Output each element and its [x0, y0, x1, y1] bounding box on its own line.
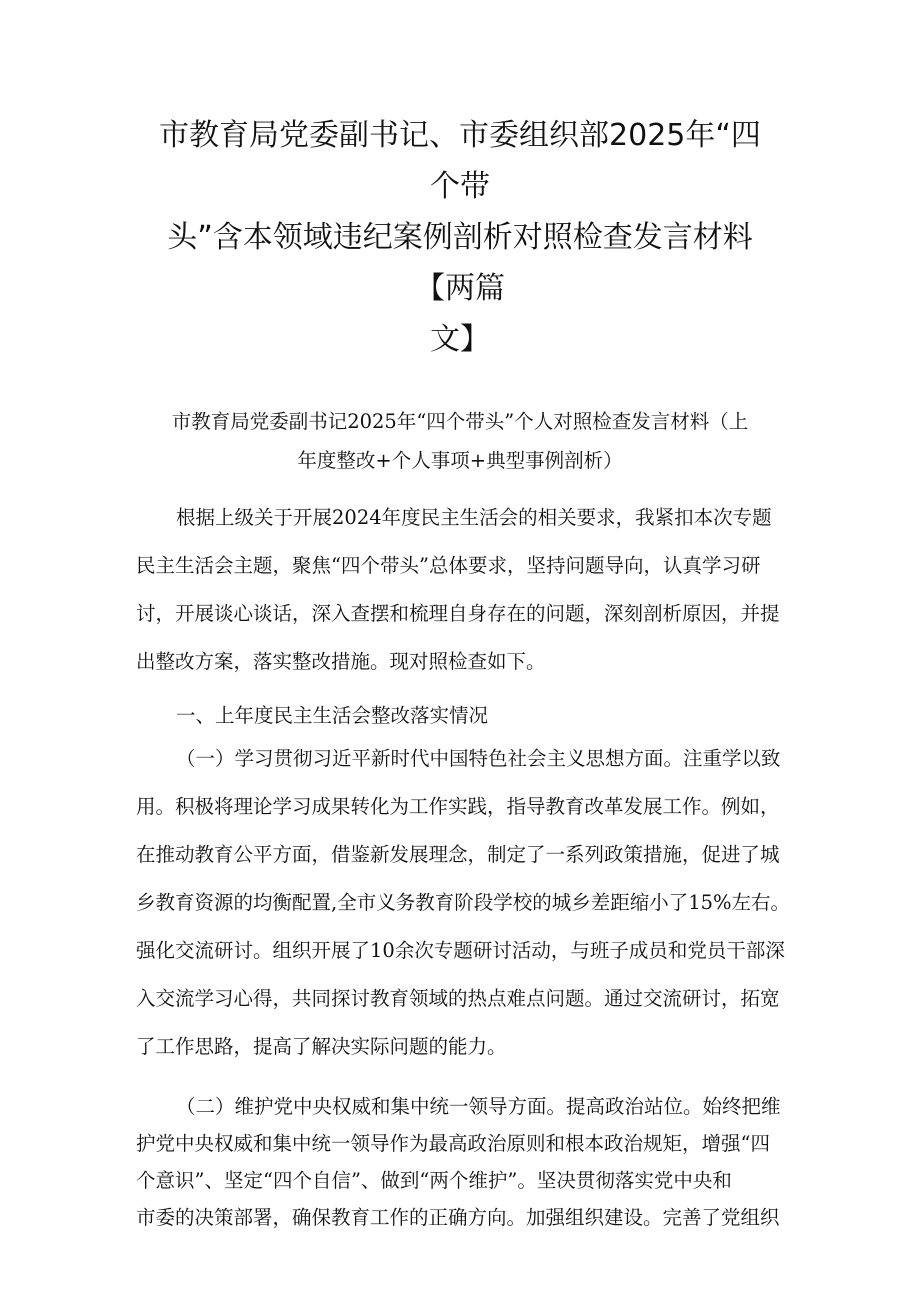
document-title-line: 文】 — [430, 322, 490, 357]
paragraph-line: 了工作思路，提高了解决实际问题的能力。 — [136, 1035, 507, 1058]
section-heading — [136, 692, 796, 740]
body-paragraph — [136, 1088, 796, 1236]
intro-paragraph — [136, 494, 796, 686]
paragraph-line: （二）维护党中央权威和集中统一领导方面。提高政治站位。始终把维 — [176, 1095, 781, 1118]
paragraph-line: 护党中央权威和集中统一领导作为最高政治原则和根本政治规矩，增强“四 — [136, 1132, 770, 1155]
paragraph-line: 市委的决策部署，确保教育工作的正确方向。加强组织建设。完善了党组织 — [136, 1206, 780, 1229]
paragraph-line: 个意识”、坚定“四个自信”、做到“两个维护”。坚决贯彻落实党中央和 — [136, 1169, 732, 1192]
section-subtitle — [140, 402, 780, 480]
body-paragraph — [136, 735, 796, 1071]
document-title — [150, 110, 770, 365]
paragraph-line: 出整改方案，落实整改措施。现对照检查如下。 — [136, 650, 546, 673]
paragraph-line: （一）学习贯彻习近平新时代中国特色社会主义思想方面。注重学以致 — [176, 747, 781, 770]
paragraph-line: 根据上级关于开展2024年度民主生活会的相关要求，我紧扣本次专题 — [176, 506, 772, 529]
subtitle-line: 市教育局党委副书记2025年“四个带头”个人对照检查发言材料（上 — [171, 410, 749, 433]
paragraph-line: 讨，开展谈心谈话，深入查摆和梳理自身存在的问题，深刻剖析原因，并提 — [136, 602, 780, 625]
paragraph-line: 乡教育资源的均衡配置,全市义务教育阶段学校的城乡差距缩小了15%左右。 — [136, 891, 791, 914]
paragraph-line: 强化交流研讨。组织开展了10余次专题研讨活动，与班子成员和党员干部深 — [136, 939, 785, 962]
document-title-line: 市教育局党委副书记、市委组织部2025年“四个带 — [159, 118, 761, 204]
paragraph-line: 在推动教育公平方面，借鉴新发展理念，制定了一系列政策措施，促进了城 — [136, 843, 780, 866]
paragraph-line: 入交流学习心得，共同探讨教育领域的热点难点问题。通过交流研讨，拓宽 — [136, 987, 780, 1010]
paragraph-line: 用。积极将理论学习成果转化为工作实践，指导教育改革发展工作。例如， — [136, 795, 780, 818]
heading-line: 一、上年度民主生活会整改落实情况 — [176, 704, 489, 727]
subtitle-line: 年度整改+个人事项+典型事例剖析） — [297, 449, 623, 472]
document-title-line: 头”含本领域违纪案例剖析对照检查发言材料【两篇 — [167, 220, 753, 306]
paragraph-line: 民主生活会主题，聚焦“四个带头”总体要求，坚持问题导向，认真学习研 — [136, 554, 761, 577]
